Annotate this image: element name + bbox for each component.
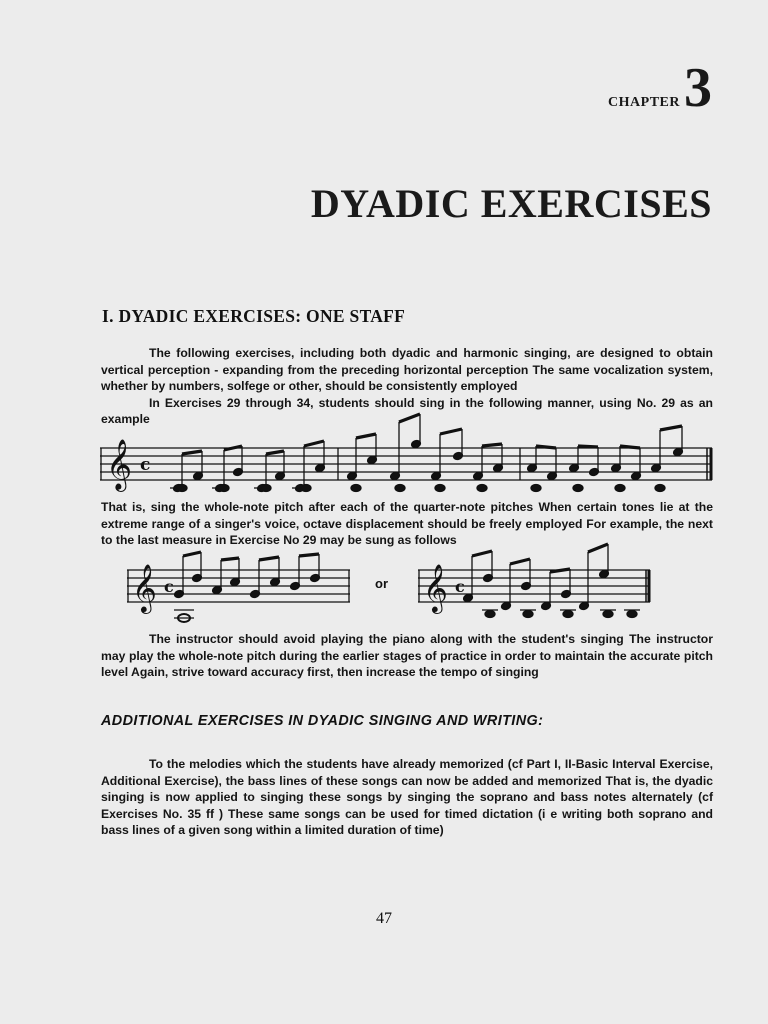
- section-title: I. DYADIC EXERCISES: ONE STAFF: [102, 306, 406, 326]
- svg-text:𝄞: 𝄞: [132, 563, 157, 612]
- eighth-note-pair: [431, 429, 464, 481]
- eighth-note-pair: [579, 544, 610, 611]
- treble-clef-icon: [132, 563, 157, 614]
- svg-text:𝄞: 𝄞: [106, 439, 133, 490]
- whole-note: [573, 485, 583, 492]
- instructor-paragraph: [101, 631, 713, 681]
- whole-note: [351, 485, 361, 492]
- treble-clef-icon: [106, 439, 132, 492]
- intro-text: The following exercises, including both dyadic and harmonic singing, are designed to obtain vertical perception - expanding from the preceding horizontal perception The same vocalization system, whether by numbers, solfege or other, should be consistently employed: [101, 346, 713, 394]
- eighth-note-pair: [290, 554, 321, 591]
- chapter-label: CHAPTER: [608, 95, 680, 110]
- time-signature: c: [455, 577, 465, 596]
- additional-text: To the melodies which the students have already memorized (cf Part I, II-Basic Interval Exercise, Additional Exercise), the bass lines of these songs can now be added and memorized That is, the dyadic singing is now applied to singing these songs by singing the soprano and bass notes alternately (cf Exercises No. 35 ff ) These same songs can be used for timed dictation (i e writing both soprano and bass lines of a given song within a limited duration of time): [101, 757, 713, 838]
- whole-note: [482, 610, 498, 618]
- additional-exercises-title: ADDITIONAL EXERCISES IN DYADIC SINGING AND WRITING:: [101, 713, 544, 729]
- whole-note: [395, 485, 405, 492]
- chapter-number: 3: [684, 57, 712, 119]
- eighth-note-pair: [463, 551, 494, 603]
- whole-note: [531, 485, 541, 492]
- instruction-paragraph: [101, 499, 713, 549]
- whole-note: [177, 485, 187, 492]
- intro-paragraph: [101, 345, 713, 428]
- page-title: DYADIC EXERCISES: [310, 181, 712, 226]
- intro-text-2: In Exercises 29 through 34, students should sing in the following manner, using No. 29 as an example: [101, 395, 713, 427]
- eighth-note-pair: [212, 558, 241, 595]
- octave-example-staff-a: [127, 556, 350, 618]
- eighth-note-pair: [501, 559, 532, 611]
- eighth-note-pair: [527, 446, 558, 481]
- whole-note: [174, 610, 194, 622]
- chapter-heading: [608, 57, 712, 119]
- octave-example-staff-b: [418, 556, 650, 618]
- time-signature: c: [140, 455, 151, 475]
- whole-note: [600, 610, 616, 618]
- whole-note: [301, 485, 311, 492]
- treble-clef-icon: [423, 563, 448, 614]
- whole-note: [520, 610, 536, 618]
- eighth-note-pair: [541, 569, 572, 611]
- page-number: 47: [376, 910, 392, 927]
- time-signature: c: [164, 577, 174, 596]
- instructor-text: The instructor should avoid playing the piano along with the student's singing The instructor may play the whole-note pitch during the earlier stages of practice in order to maintain the accurate pitch level Again, strive toward accuracy first, then increase the tempo of singing: [101, 632, 713, 680]
- eighth-note-pair: [347, 434, 378, 481]
- whole-note: [624, 610, 640, 618]
- additional-paragraph: [101, 756, 713, 839]
- eighth-note-pair: [651, 426, 684, 473]
- whole-note: [261, 485, 271, 492]
- exercise-29-staff: [100, 430, 712, 502]
- or-label: or: [375, 576, 388, 591]
- whole-note: [615, 485, 625, 492]
- eighth-note-pair: [174, 552, 203, 599]
- svg-text:𝄞: 𝄞: [423, 563, 448, 612]
- whole-note: [477, 485, 487, 492]
- eighth-note-pair: [473, 444, 504, 481]
- whole-note: [655, 485, 665, 492]
- whole-note: [435, 485, 445, 492]
- eighth-note-pair: [611, 446, 642, 481]
- instruction-text: That is, sing the whole-note pitch after each of the quarter-note pitches When certain tones lie at the extreme range of a singer's voice, octave displacement should be freely employed For example, the next to the last measure in Exercise No 29 may be sung as follows: [101, 500, 713, 548]
- whole-note: [560, 610, 576, 618]
- whole-note: [219, 485, 229, 492]
